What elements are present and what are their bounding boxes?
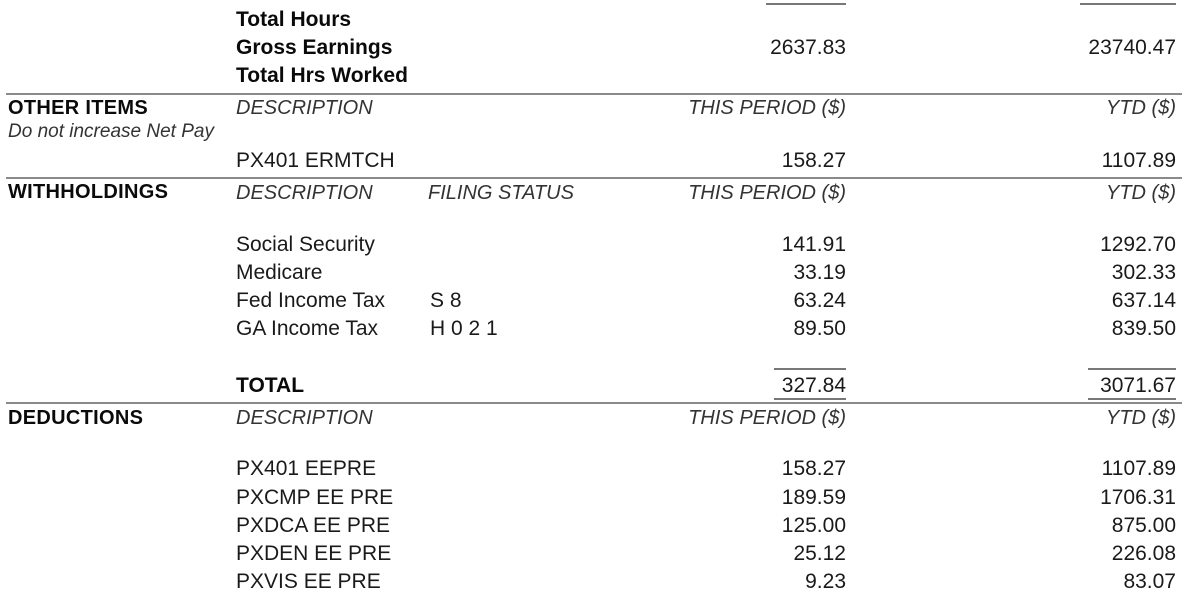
withholdings-total-ytd: 3071.67 (1100, 374, 1176, 397)
withholding-ytd: 1292.70 (1100, 233, 1176, 256)
deduction-description: PXCMP EE PRE (236, 486, 394, 509)
header-this-period: THIS PERIOD ($) (688, 182, 846, 204)
total-ytd-overline (1088, 368, 1176, 370)
deduction-description: PXDEN EE PRE (236, 542, 392, 565)
deduction-description: PXDCA EE PRE (236, 514, 391, 537)
deduction-ytd: 1706.31 (1100, 486, 1176, 509)
header-ytd: YTD ($) (1106, 407, 1176, 429)
withholding-this-period: 141.91 (781, 233, 846, 256)
deduction-this-period: 158.27 (781, 457, 846, 480)
withholding-this-period: 89.50 (793, 317, 846, 340)
deduction-this-period: 9.23 (805, 570, 846, 593)
deduction-ytd: 875.00 (1111, 514, 1176, 537)
withholding-this-period: 33.19 (793, 261, 846, 284)
deduction-this-period: 125.00 (781, 514, 846, 537)
total-ytd-underline (1088, 398, 1176, 400)
withholding-description: Medicare (236, 261, 323, 284)
withholding-ytd: 302.33 (1111, 261, 1176, 284)
summary-label-gross-earnings: Gross Earnings (236, 36, 393, 59)
header-ytd: YTD ($) (1106, 97, 1176, 119)
total-this-period-underline (774, 398, 846, 400)
withholding-filing-status: H 0 2 1 (430, 317, 498, 340)
deduction-ytd: 226.08 (1111, 542, 1176, 565)
total-this-period-overline (774, 368, 846, 370)
header-description: DESCRIPTION (236, 97, 373, 119)
other-item-description: PX401 ERMTCH (236, 149, 395, 172)
other-item-this-period: 158.27 (781, 149, 846, 172)
section-divider (6, 177, 1182, 179)
summary-label-total-hours: Total Hours (236, 8, 352, 31)
header-description: DESCRIPTION (236, 407, 373, 429)
summary-ytd-overline (1080, 3, 1176, 5)
withholding-filing-status: S 8 (430, 289, 462, 312)
gross-earnings-this-period: 2637.83 (770, 36, 846, 59)
other-item-ytd: 1107.89 (1101, 149, 1176, 172)
withholding-ytd: 637.14 (1111, 289, 1176, 312)
deduction-description: PX401 EEPRE (236, 457, 377, 480)
withholdings-total-this-period: 327.84 (781, 374, 846, 397)
header-description: DESCRIPTION (236, 182, 373, 204)
withholding-description: Fed Income Tax (236, 289, 386, 312)
withholdings-total-label: TOTAL (236, 374, 305, 397)
section-title-deductions: DEDUCTIONS (8, 407, 144, 429)
deduction-ytd: 1107.89 (1101, 457, 1176, 480)
header-this-period: THIS PERIOD ($) (688, 407, 846, 429)
withholding-description: GA Income Tax (236, 317, 379, 340)
other-items-note: Do not increase Net Pay (8, 121, 214, 142)
summary-this-period-overline (766, 3, 846, 5)
summary-label-total-hrs-worked: Total Hrs Worked (236, 64, 408, 87)
withholding-description: Social Security (236, 233, 375, 256)
section-divider (6, 402, 1182, 404)
deduction-this-period: 25.12 (793, 542, 846, 565)
section-title-withholdings: WITHHOLDINGS (8, 181, 169, 203)
withholding-this-period: 63.24 (793, 289, 846, 312)
header-ytd: YTD ($) (1106, 182, 1176, 204)
deduction-this-period: 189.59 (781, 486, 846, 509)
section-divider (6, 93, 1182, 95)
gross-earnings-ytd: 23740.47 (1088, 36, 1176, 59)
header-filing-status: FILING STATUS (428, 182, 574, 204)
withholding-ytd: 839.50 (1111, 317, 1176, 340)
header-this-period: THIS PERIOD ($) (688, 97, 846, 119)
deduction-description: PXVIS EE PRE (236, 570, 381, 593)
deduction-ytd: 83.07 (1123, 570, 1176, 593)
section-title-other-items: OTHER ITEMS (8, 97, 148, 119)
